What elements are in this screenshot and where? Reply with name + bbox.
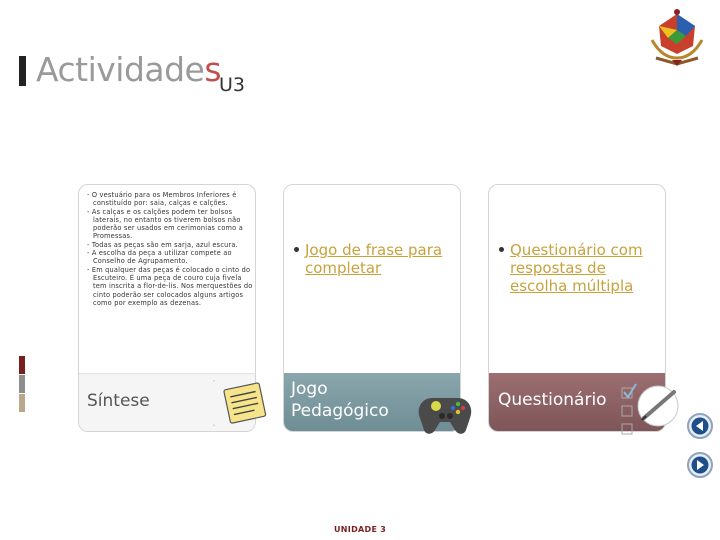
quiz-link[interactable]: Questionário com respostas de escolha múltipla: [510, 241, 643, 295]
gamepad-icon[interactable]: [412, 378, 478, 440]
summary-paragraph-1: - O vestuário para os Membros Inferiores é constituído por: saia, calças e calções.: [87, 191, 237, 208]
side-color-bars: [19, 356, 25, 413]
summary-paragraph-2: - As calças e os calções podem ter bolsos laterais, no entanto os tiverem bolsos não poderão ser usados em cerimonias como a Promessas.: [87, 207, 243, 241]
game-link[interactable]: Jogo de frase para completar: [305, 241, 443, 277]
summary-paragraph-3: - Todas as peças são em sarja, azul escura.: [87, 240, 238, 249]
side-bar-gray: [19, 375, 25, 393]
page-title: Actividades: [36, 50, 222, 89]
quiz-link-item: [499, 241, 659, 295]
game-label: [291, 378, 389, 422]
unit-footer-label: UNIDADE 3: [334, 525, 387, 534]
notepad-icon[interactable]: [213, 380, 271, 428]
bullet-icon: [499, 247, 504, 252]
title-accent-bar: [19, 56, 26, 86]
unit-code: U3: [219, 74, 245, 96]
checklist-icon[interactable]: [614, 380, 686, 442]
quiz-label: Questionário: [498, 390, 607, 410]
side-bar-tan: [19, 394, 25, 412]
next-arrow-icon[interactable]: [686, 451, 714, 479]
bullet-icon: [294, 247, 299, 252]
summary-paragraph-5: - Em qualquer das peças é colocado o cinto do Escuteiro. É uma peça de couro cuja fivela tem inscrita a flor-de-lis. Nos merquestões do cinto poderão ser colocados alguns artigos como por exemplo as dezenas.: [87, 265, 253, 307]
game-label-line2: Pedagógico: [291, 401, 389, 421]
side-bar-red: [19, 356, 25, 374]
game-label-line1: Jogo: [291, 379, 328, 399]
previous-arrow-icon[interactable]: [686, 412, 714, 440]
game-card-body: [284, 185, 460, 373]
summary-label: Síntese: [87, 391, 150, 411]
quiz-card-body: [489, 185, 665, 373]
scout-emblem-logo: [648, 8, 706, 68]
summary-text: [87, 191, 253, 307]
game-link-item: [294, 241, 454, 277]
summary-card-body: [79, 185, 255, 373]
summary-paragraph-4: - A escolha da peça a utilizar compete ao Conselho de Agrupamento.: [87, 249, 232, 266]
